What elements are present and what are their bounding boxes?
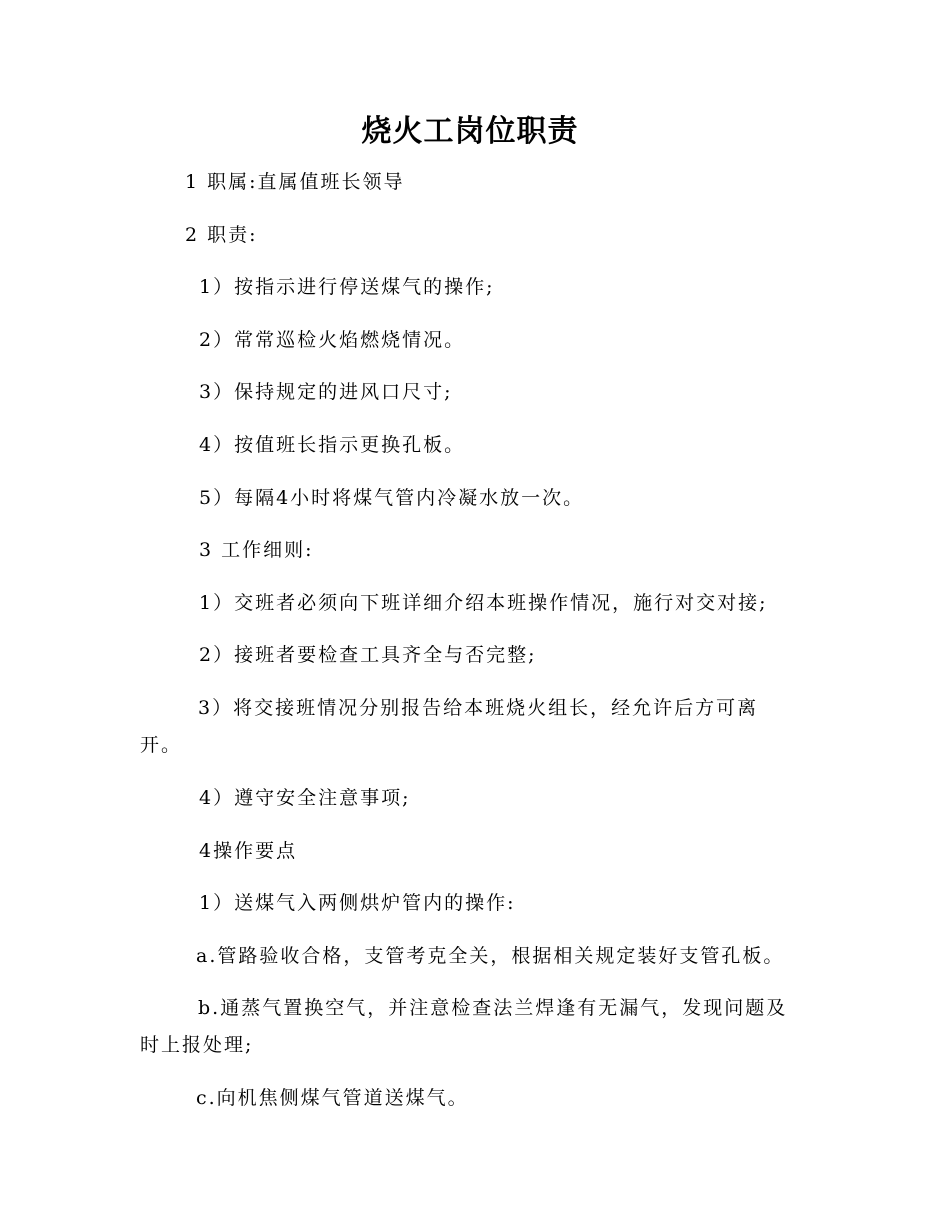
operation-step-c: c.向机焦侧煤气管道送煤气。 — [196, 1087, 469, 1109]
document-title: 烧火工岗位职责 — [361, 114, 579, 149]
rule-item-4: 4）遵守安全注意事项; — [199, 787, 411, 809]
section-heading-work-rules: 3 工作细则: — [199, 539, 314, 561]
section-heading-duties: 2 职责: — [185, 224, 258, 246]
section-heading-operation-points: 4操作要点 — [199, 840, 298, 862]
rule-item-3-line-1: 3）将交接班情况分别报告给本班烧火组长，经允许后方可离 — [198, 697, 759, 719]
operation-step-b-line-1: b.通蒸气置换空气，并注意检查法兰焊逢有无漏气，发现问题及 — [198, 997, 788, 1019]
operation-step-b-line-2: 时上报处理; — [140, 1034, 254, 1056]
rule-item-3-line-2: 开。 — [140, 734, 183, 756]
operation-step-b — [140, 990, 820, 1064]
paragraph-affiliation: 1 职属:直属值班长领导 — [185, 171, 405, 193]
rule-item-1: 1）交班者必须向下班详细介绍本班操作情况，施行对交对接; — [199, 592, 768, 614]
duty-item-3: 3）保持规定的进风口尺寸; — [199, 381, 453, 403]
duty-item-1: 1）按指示进行停送煤气的操作; — [199, 276, 495, 298]
rule-item-2: 2）接班者要检查工具齐全与否完整; — [199, 644, 537, 666]
duty-item-5: 5）每隔4小时将煤气管内冷凝水放一次。 — [199, 487, 585, 509]
operation-step-a: a.管路验收合格，支管考克全关，根据相关规定装好支管孔板。 — [196, 945, 785, 967]
operation-item-1: 1）送煤气入两侧烘炉管内的操作: — [199, 892, 516, 914]
duty-item-4: 4）按值班长指示更换孔板。 — [199, 434, 466, 456]
rule-item-3 — [140, 690, 820, 764]
duty-item-2: 2）常常巡检火焰燃烧情况。 — [199, 329, 466, 351]
